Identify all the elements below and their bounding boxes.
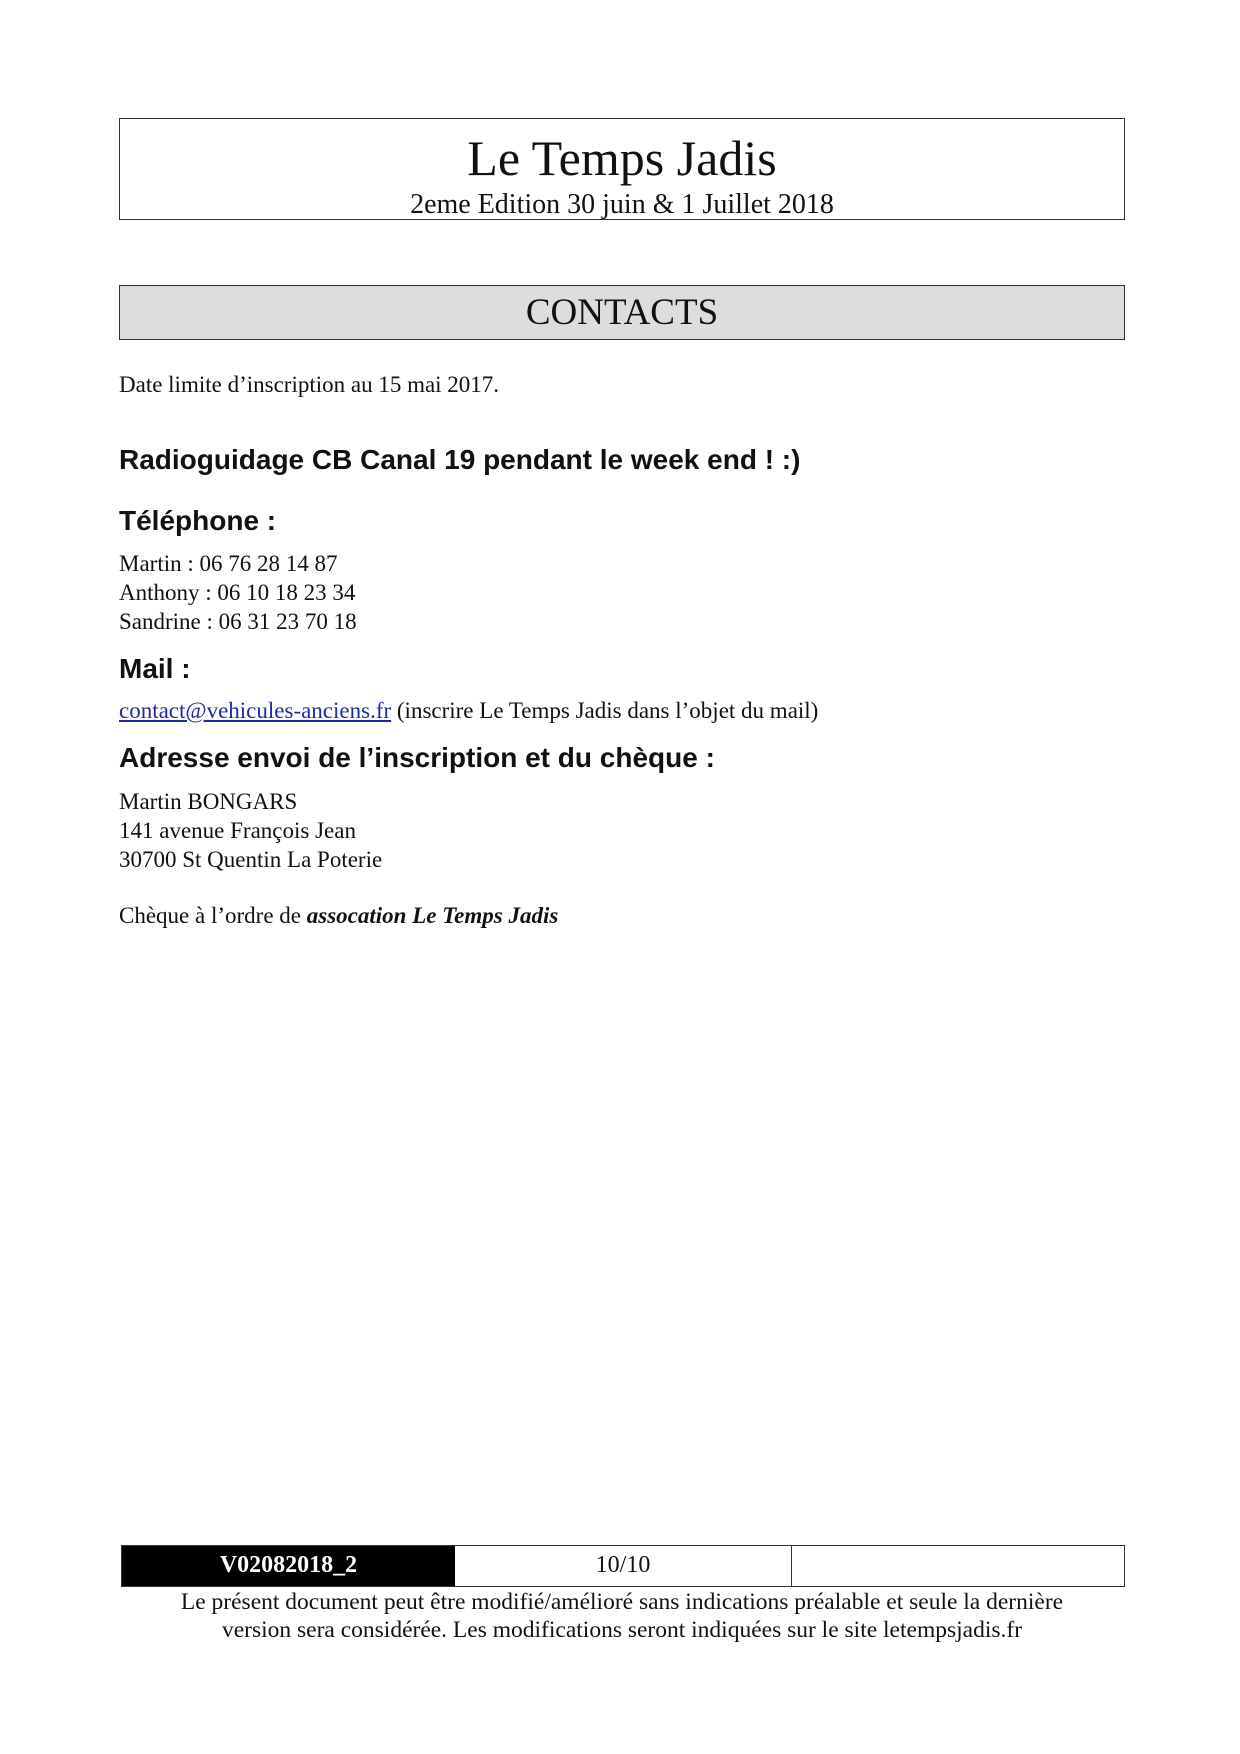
address-line: 141 avenue François Jean — [119, 818, 356, 843]
page-number-cell: 10/10 — [455, 1546, 792, 1586]
document-subtitle: 2eme Edition 30 juin & 1 Juillet 2018 — [410, 189, 834, 220]
footer-note-line: version sera considérée. Les modifications seront indiquées sur le site letempsjadis.fr — [221, 1617, 1023, 1643]
telephone-item: Martin : 06 76 28 14 87 — [119, 551, 338, 576]
postal-address — [119, 787, 382, 874]
mail-line — [119, 696, 818, 725]
footer-disclaimer — [119, 1588, 1125, 1644]
version-cell: V02082018_2 — [122, 1546, 455, 1586]
email-link[interactable]: contact@vehicules-anciens.fr — [119, 698, 392, 723]
mail-heading: Mail : — [119, 653, 191, 684]
mail-note: (inscrire Le Temps Jadis dans l’objet du mail) — [391, 698, 819, 723]
telephone-item: Sandrine : 06 31 23 70 18 — [119, 609, 357, 634]
cheque-line — [119, 901, 558, 930]
deadline-text: Date limite d’inscription au 15 mai 2017. — [119, 372, 500, 397]
cheque-payee: assocation Le Temps Jadis — [306, 903, 559, 928]
telephone-item: Anthony : 06 10 18 23 34 — [119, 580, 356, 605]
address-heading: Adresse envoi de l’inscription et du chèque : — [119, 742, 715, 773]
radio-heading: Radioguidage CB Canal 19 pendant le week end ! :) — [119, 444, 801, 475]
empty-footer-cell — [792, 1546, 1124, 1586]
footer-table — [121, 1545, 1125, 1587]
title-box — [119, 118, 1125, 220]
address-line: Martin BONGARS — [119, 789, 298, 814]
cheque-prefix: Chèque à l’ordre de — [119, 903, 307, 928]
telephone-list — [119, 549, 357, 636]
document-title: Le Temps Jadis — [467, 130, 777, 186]
address-line: 30700 St Quentin La Poterie — [119, 847, 383, 872]
telephone-heading: Téléphone : — [119, 505, 277, 536]
footer-note-line: Le présent document peut être modifié/amélioré sans indications préalable et seule la dernière — [180, 1589, 1064, 1615]
section-header: CONTACTS — [119, 285, 1125, 340]
